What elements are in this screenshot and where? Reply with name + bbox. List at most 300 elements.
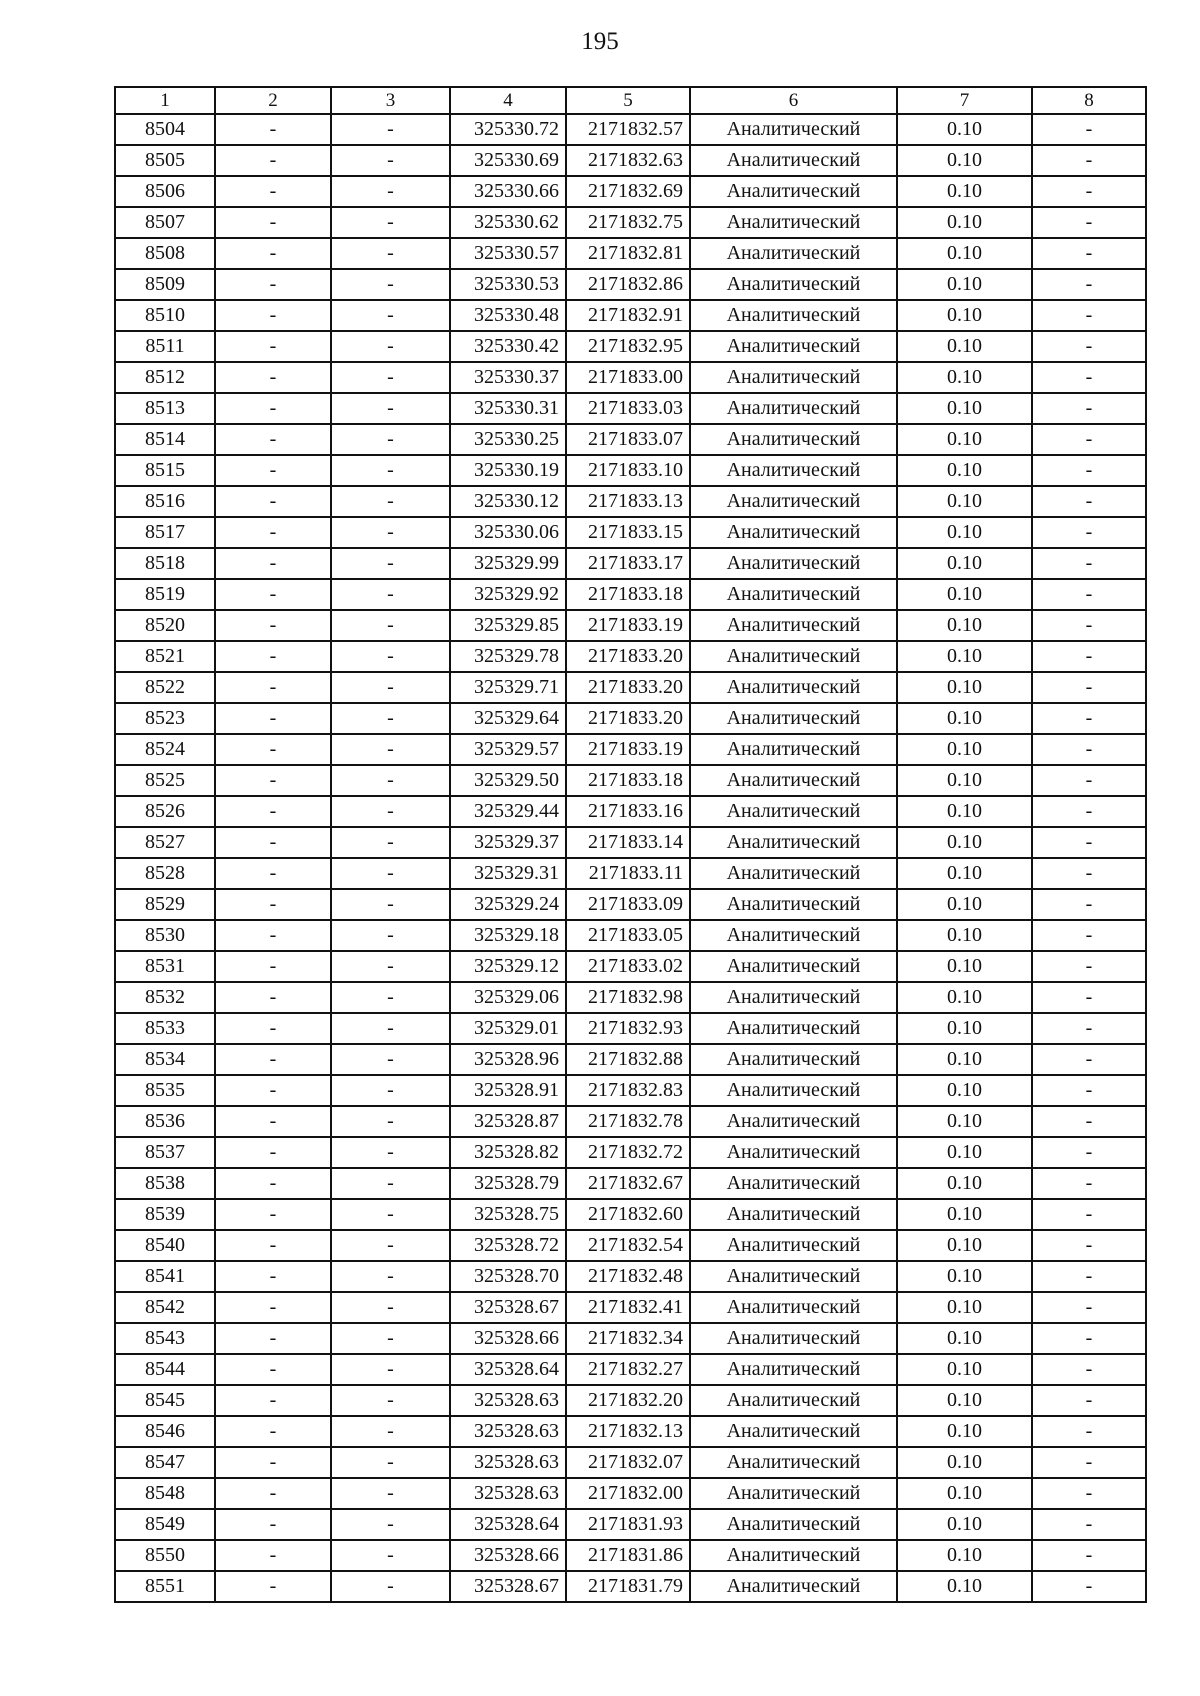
method-cell: Аналитический [690,1509,897,1540]
accuracy-cell: 0.10 [897,269,1032,300]
x-coordinate-cell: 325330.31 [450,393,566,424]
col-2-value-cell: - [215,1416,331,1447]
point-number-cell: 8504 [115,114,215,145]
col-8-value-cell: - [1032,207,1146,238]
point-number-cell: 8549 [115,1509,215,1540]
y-coordinate-cell: 2171832.34 [566,1323,690,1354]
x-coordinate-cell: 325330.57 [450,238,566,269]
col-2-value-cell: - [215,114,331,145]
y-coordinate-cell: 2171833.10 [566,455,690,486]
table-row [115,1292,1146,1323]
col-8-value-cell: - [1032,889,1146,920]
col-2-value-cell: - [215,1044,331,1075]
col-2-value-cell: - [215,1013,331,1044]
accuracy-cell: 0.10 [897,300,1032,331]
accuracy-cell: 0.10 [897,1354,1032,1385]
col-2-value-cell: - [215,1292,331,1323]
accuracy-cell: 0.10 [897,517,1032,548]
point-number-cell: 8548 [115,1478,215,1509]
col-8-value-cell: - [1032,269,1146,300]
col-3-value-cell: - [331,1385,450,1416]
y-coordinate-cell: 2171833.15 [566,517,690,548]
col-2-value-cell: - [215,1478,331,1509]
y-coordinate-cell: 2171832.88 [566,1044,690,1075]
col-8-value-cell: - [1032,424,1146,455]
y-coordinate-cell: 2171833.20 [566,641,690,672]
method-cell: Аналитический [690,1540,897,1571]
col-2-value-cell: - [215,1261,331,1292]
y-coordinate-cell: 2171833.07 [566,424,690,455]
method-cell: Аналитический [690,207,897,238]
col-3-value-cell: - [331,238,450,269]
col-3-value-cell: - [331,951,450,982]
col-2-value-cell: - [215,238,331,269]
col-2-value-cell: - [215,1230,331,1261]
y-coordinate-cell: 2171831.93 [566,1509,690,1540]
y-coordinate-cell: 2171833.17 [566,548,690,579]
point-number-cell: 8513 [115,393,215,424]
col-8-value-cell: - [1032,517,1146,548]
point-number-cell: 8511 [115,331,215,362]
method-cell: Аналитический [690,1292,897,1323]
col-3-value-cell: - [331,1540,450,1571]
method-cell: Аналитический [690,1230,897,1261]
col-8-value-cell: - [1032,920,1146,951]
col-3-value-cell: - [331,207,450,238]
col-3-value-cell: - [331,734,450,765]
y-coordinate-cell: 2171832.07 [566,1447,690,1478]
point-number-cell: 8506 [115,176,215,207]
col-3-value-cell: - [331,1323,450,1354]
accuracy-cell: 0.10 [897,1509,1032,1540]
y-coordinate-cell: 2171832.48 [566,1261,690,1292]
point-number-cell: 8522 [115,672,215,703]
method-cell: Аналитический [690,455,897,486]
y-coordinate-cell: 2171832.81 [566,238,690,269]
col-3-value-cell: - [331,300,450,331]
col-3-value-cell: - [331,424,450,455]
col-3-value-cell: - [331,1354,450,1385]
point-number-cell: 8524 [115,734,215,765]
col-2-value-cell: - [215,207,331,238]
col-3-value-cell: - [331,579,450,610]
accuracy-cell: 0.10 [897,548,1032,579]
table-body [115,114,1146,1602]
table-row [115,765,1146,796]
point-number-cell: 8529 [115,889,215,920]
point-number-cell: 8528 [115,858,215,889]
x-coordinate-cell: 325330.37 [450,362,566,393]
x-coordinate-cell: 325328.66 [450,1323,566,1354]
col-2-value-cell: - [215,362,331,393]
table-row [115,1478,1146,1509]
col-8-value-cell: - [1032,734,1146,765]
column-header-8: 8 [1032,87,1146,114]
col-8-value-cell: - [1032,1385,1146,1416]
col-3-value-cell: - [331,145,450,176]
y-coordinate-cell: 2171832.67 [566,1168,690,1199]
accuracy-cell: 0.10 [897,1416,1032,1447]
method-cell: Аналитический [690,1416,897,1447]
y-coordinate-cell: 2171833.16 [566,796,690,827]
method-cell: Аналитический [690,734,897,765]
y-coordinate-cell: 2171832.78 [566,1106,690,1137]
method-cell: Аналитический [690,393,897,424]
accuracy-cell: 0.10 [897,951,1032,982]
method-cell: Аналитический [690,1044,897,1075]
method-cell: Аналитический [690,1137,897,1168]
y-coordinate-cell: 2171833.00 [566,362,690,393]
table-row [115,920,1146,951]
col-8-value-cell: - [1032,641,1146,672]
col-3-value-cell: - [331,982,450,1013]
accuracy-cell: 0.10 [897,1137,1032,1168]
table-row [115,672,1146,703]
column-header-1: 1 [115,87,215,114]
accuracy-cell: 0.10 [897,1199,1032,1230]
col-8-value-cell: - [1032,610,1146,641]
x-coordinate-cell: 325328.96 [450,1044,566,1075]
x-coordinate-cell: 325328.72 [450,1230,566,1261]
point-number-cell: 8541 [115,1261,215,1292]
col-3-value-cell: - [331,1292,450,1323]
table-row [115,1447,1146,1478]
table-row [115,1354,1146,1385]
point-number-cell: 8531 [115,951,215,982]
accuracy-cell: 0.10 [897,1478,1032,1509]
accuracy-cell: 0.10 [897,486,1032,517]
method-cell: Аналитический [690,1571,897,1602]
col-3-value-cell: - [331,672,450,703]
table-row [115,269,1146,300]
table-row [115,641,1146,672]
accuracy-cell: 0.10 [897,1106,1032,1137]
y-coordinate-cell: 2171833.09 [566,889,690,920]
y-coordinate-cell: 2171833.20 [566,703,690,734]
col-8-value-cell: - [1032,1416,1146,1447]
x-coordinate-cell: 325328.82 [450,1137,566,1168]
point-number-cell: 8523 [115,703,215,734]
col-3-value-cell: - [331,827,450,858]
table-row [115,393,1146,424]
col-2-value-cell: - [215,300,331,331]
point-number-cell: 8509 [115,269,215,300]
table-row [115,238,1146,269]
col-8-value-cell: - [1032,1137,1146,1168]
method-cell: Аналитический [690,1013,897,1044]
method-cell: Аналитический [690,331,897,362]
accuracy-cell: 0.10 [897,920,1032,951]
col-2-value-cell: - [215,982,331,1013]
accuracy-cell: 0.10 [897,703,1032,734]
y-coordinate-cell: 2171832.93 [566,1013,690,1044]
accuracy-cell: 0.10 [897,145,1032,176]
table-header-row [115,87,1146,114]
col-2-value-cell: - [215,1323,331,1354]
col-3-value-cell: - [331,796,450,827]
method-cell: Аналитический [690,176,897,207]
accuracy-cell: 0.10 [897,1044,1032,1075]
col-3-value-cell: - [331,610,450,641]
col-8-value-cell: - [1032,1571,1146,1602]
col-8-value-cell: - [1032,1261,1146,1292]
accuracy-cell: 0.10 [897,1540,1032,1571]
col-8-value-cell: - [1032,858,1146,889]
col-8-value-cell: - [1032,1292,1146,1323]
accuracy-cell: 0.10 [897,765,1032,796]
point-number-cell: 8537 [115,1137,215,1168]
y-coordinate-cell: 2171832.00 [566,1478,690,1509]
method-cell: Аналитический [690,765,897,796]
col-8-value-cell: - [1032,331,1146,362]
col-2-value-cell: - [215,641,331,672]
method-cell: Аналитический [690,672,897,703]
accuracy-cell: 0.10 [897,610,1032,641]
col-3-value-cell: - [331,889,450,920]
accuracy-cell: 0.10 [897,1013,1032,1044]
accuracy-cell: 0.10 [897,1075,1032,1106]
method-cell: Аналитический [690,1199,897,1230]
point-number-cell: 8532 [115,982,215,1013]
table-row [115,827,1146,858]
accuracy-cell: 0.10 [897,858,1032,889]
x-coordinate-cell: 325328.67 [450,1571,566,1602]
point-number-cell: 8525 [115,765,215,796]
col-8-value-cell: - [1032,1447,1146,1478]
point-number-cell: 8515 [115,455,215,486]
col-8-value-cell: - [1032,486,1146,517]
x-coordinate-cell: 325329.12 [450,951,566,982]
point-number-cell: 8536 [115,1106,215,1137]
method-cell: Аналитический [690,889,897,920]
y-coordinate-cell: 2171831.79 [566,1571,690,1602]
table-row [115,486,1146,517]
col-2-value-cell: - [215,827,331,858]
x-coordinate-cell: 325329.37 [450,827,566,858]
y-coordinate-cell: 2171832.63 [566,145,690,176]
col-2-value-cell: - [215,1385,331,1416]
table-row [115,331,1146,362]
table-row [115,796,1146,827]
col-3-value-cell: - [331,1199,450,1230]
method-cell: Аналитический [690,982,897,1013]
point-number-cell: 8550 [115,1540,215,1571]
y-coordinate-cell: 2171833.14 [566,827,690,858]
col-8-value-cell: - [1032,1509,1146,1540]
col-3-value-cell: - [331,703,450,734]
point-number-cell: 8533 [115,1013,215,1044]
col-3-value-cell: - [331,1044,450,1075]
col-3-value-cell: - [331,548,450,579]
col-8-value-cell: - [1032,982,1146,1013]
x-coordinate-cell: 325330.42 [450,331,566,362]
col-3-value-cell: - [331,1230,450,1261]
col-2-value-cell: - [215,331,331,362]
x-coordinate-cell: 325329.71 [450,672,566,703]
col-3-value-cell: - [331,1013,450,1044]
y-coordinate-cell: 2171833.02 [566,951,690,982]
method-cell: Аналитический [690,269,897,300]
table-row [115,1509,1146,1540]
point-number-cell: 8543 [115,1323,215,1354]
x-coordinate-cell: 325330.25 [450,424,566,455]
method-cell: Аналитический [690,703,897,734]
accuracy-cell: 0.10 [897,982,1032,1013]
col-2-value-cell: - [215,424,331,455]
y-coordinate-cell: 2171833.11 [566,858,690,889]
x-coordinate-cell: 325329.01 [450,1013,566,1044]
col-3-value-cell: - [331,362,450,393]
x-coordinate-cell: 325330.69 [450,145,566,176]
col-2-value-cell: - [215,1447,331,1478]
x-coordinate-cell: 325328.63 [450,1416,566,1447]
table-row [115,1261,1146,1292]
y-coordinate-cell: 2171832.13 [566,1416,690,1447]
method-cell: Аналитический [690,641,897,672]
accuracy-cell: 0.10 [897,827,1032,858]
accuracy-cell: 0.10 [897,734,1032,765]
column-header-2: 2 [215,87,331,114]
table-row [115,1230,1146,1261]
table-row [115,1416,1146,1447]
table-row [115,1385,1146,1416]
table-row [115,1540,1146,1571]
point-number-cell: 8535 [115,1075,215,1106]
col-8-value-cell: - [1032,393,1146,424]
point-number-cell: 8520 [115,610,215,641]
col-2-value-cell: - [215,269,331,300]
col-3-value-cell: - [331,858,450,889]
method-cell: Аналитический [690,145,897,176]
y-coordinate-cell: 2171832.86 [566,269,690,300]
y-coordinate-cell: 2171832.27 [566,1354,690,1385]
table-row [115,1199,1146,1230]
col-2-value-cell: - [215,703,331,734]
x-coordinate-cell: 325329.64 [450,703,566,734]
accuracy-cell: 0.10 [897,1571,1032,1602]
x-coordinate-cell: 325329.24 [450,889,566,920]
col-2-value-cell: - [215,610,331,641]
col-3-value-cell: - [331,1509,450,1540]
point-number-cell: 8546 [115,1416,215,1447]
method-cell: Аналитический [690,1106,897,1137]
col-8-value-cell: - [1032,300,1146,331]
table-row [115,1571,1146,1602]
point-number-cell: 8516 [115,486,215,517]
col-2-value-cell: - [215,548,331,579]
col-3-value-cell: - [331,1168,450,1199]
point-number-cell: 8539 [115,1199,215,1230]
table-row [115,734,1146,765]
y-coordinate-cell: 2171833.19 [566,734,690,765]
col-2-value-cell: - [215,858,331,889]
method-cell: Аналитический [690,1075,897,1106]
table-row [115,703,1146,734]
col-2-value-cell: - [215,1199,331,1230]
col-2-value-cell: - [215,1354,331,1385]
col-3-value-cell: - [331,1416,450,1447]
col-8-value-cell: - [1032,1075,1146,1106]
col-2-value-cell: - [215,1075,331,1106]
col-2-value-cell: - [215,579,331,610]
col-3-value-cell: - [331,176,450,207]
table-row [115,1013,1146,1044]
col-8-value-cell: - [1032,114,1146,145]
accuracy-cell: 0.10 [897,672,1032,703]
col-8-value-cell: - [1032,1354,1146,1385]
point-number-cell: 8514 [115,424,215,455]
accuracy-cell: 0.10 [897,393,1032,424]
table-row [115,1137,1146,1168]
accuracy-cell: 0.10 [897,1168,1032,1199]
x-coordinate-cell: 325329.99 [450,548,566,579]
x-coordinate-cell: 325329.78 [450,641,566,672]
x-coordinate-cell: 325328.66 [450,1540,566,1571]
col-3-value-cell: - [331,1075,450,1106]
table-row [115,1106,1146,1137]
col-8-value-cell: - [1032,765,1146,796]
method-cell: Аналитический [690,486,897,517]
col-2-value-cell: - [215,486,331,517]
col-2-value-cell: - [215,672,331,703]
table-row [115,982,1146,1013]
accuracy-cell: 0.10 [897,1230,1032,1261]
column-header-6: 6 [690,87,897,114]
table-row [115,1044,1146,1075]
table-row [115,114,1146,145]
table-row [115,362,1146,393]
x-coordinate-cell: 325330.72 [450,114,566,145]
accuracy-cell: 0.10 [897,331,1032,362]
y-coordinate-cell: 2171832.72 [566,1137,690,1168]
x-coordinate-cell: 325329.57 [450,734,566,765]
method-cell: Аналитический [690,858,897,889]
method-cell: Аналитический [690,951,897,982]
y-coordinate-cell: 2171832.98 [566,982,690,1013]
col-8-value-cell: - [1032,703,1146,734]
col-2-value-cell: - [215,1106,331,1137]
col-3-value-cell: - [331,920,450,951]
table-row [115,889,1146,920]
col-8-value-cell: - [1032,579,1146,610]
method-cell: Аналитический [690,517,897,548]
accuracy-cell: 0.10 [897,1261,1032,1292]
y-coordinate-cell: 2171832.20 [566,1385,690,1416]
x-coordinate-cell: 325328.91 [450,1075,566,1106]
x-coordinate-cell: 325329.85 [450,610,566,641]
table-row [115,300,1146,331]
x-coordinate-cell: 325328.87 [450,1106,566,1137]
column-header-7: 7 [897,87,1032,114]
point-number-cell: 8545 [115,1385,215,1416]
accuracy-cell: 0.10 [897,176,1032,207]
col-8-value-cell: - [1032,362,1146,393]
y-coordinate-cell: 2171833.05 [566,920,690,951]
col-8-value-cell: - [1032,1478,1146,1509]
accuracy-cell: 0.10 [897,362,1032,393]
point-number-cell: 8527 [115,827,215,858]
col-3-value-cell: - [331,1571,450,1602]
col-3-value-cell: - [331,1478,450,1509]
method-cell: Аналитический [690,114,897,145]
col-8-value-cell: - [1032,1540,1146,1571]
method-cell: Аналитический [690,238,897,269]
x-coordinate-cell: 325328.75 [450,1199,566,1230]
col-8-value-cell: - [1032,455,1146,486]
table-row [115,176,1146,207]
point-number-cell: 8507 [115,207,215,238]
accuracy-cell: 0.10 [897,1323,1032,1354]
